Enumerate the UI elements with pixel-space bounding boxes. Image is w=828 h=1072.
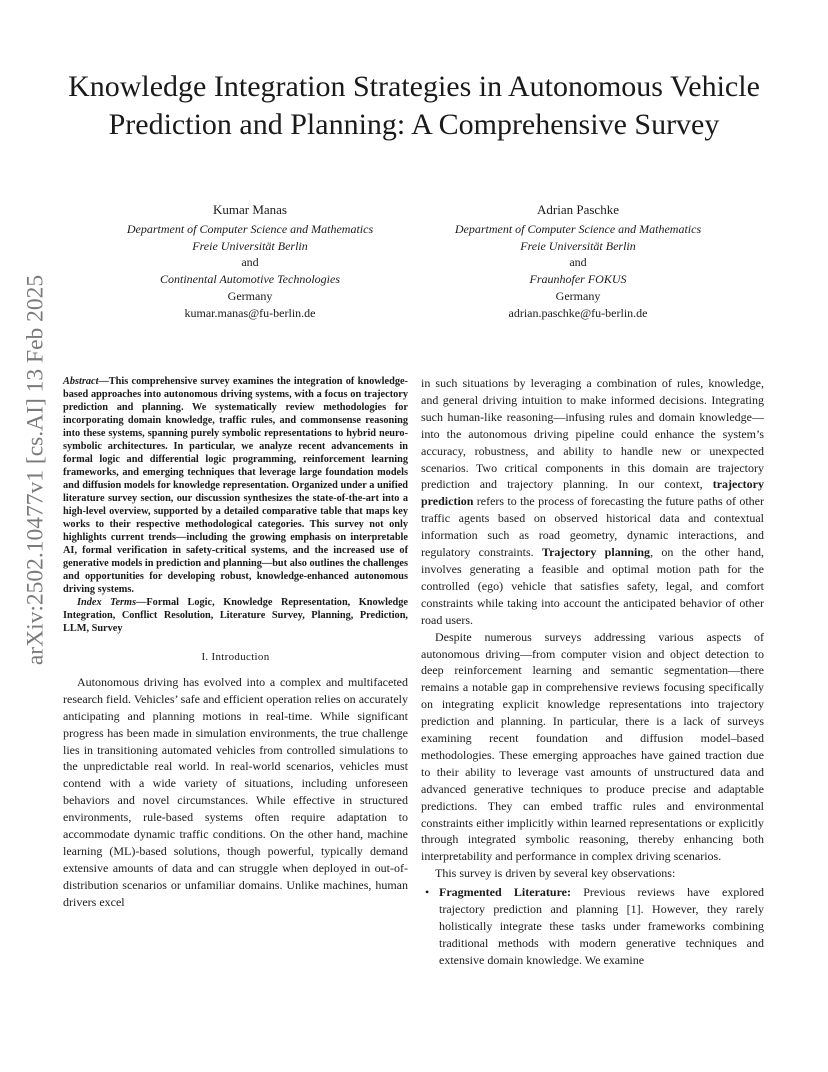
- author-department: Department of Computer Science and Mathematics: [454, 221, 702, 236]
- para-text: in such situations by leveraging a combination of rules, knowledge, and general driving intuition to make informed decisions. Integrating such human-like reasoning—infusing rules and domain knowledge—into the autonomous driving pipeline could enhance the system’s accuracy, robustness, and ability to handle new or unexpected scenarios. Two critical components in this domain are trajectory prediction and trajectory planning. In our context,: [421, 376, 764, 492]
- paper-title: Knowledge Integration Strategies in Autonomous Vehicle Prediction and Planning: A Comprehensive Survey: [68, 70, 760, 141]
- author-and: and: [241, 255, 259, 270]
- author-email: adrian.paschke@fu-berlin.de: [508, 305, 648, 320]
- list-item: [425, 884, 764, 969]
- author-name: Kumar Manas: [212, 202, 287, 217]
- author-email: kumar.manas@fu-berlin.de: [184, 305, 316, 320]
- observation-text: Previous reviews have explored trajectory prediction and planning [1]. However, they rarely holistically integrate these tasks under frameworks combining traditional methods with modern generative techniques and extensive domain knowledge. We examine: [439, 885, 764, 967]
- section-heading-introduction: I. Introduction: [201, 651, 270, 663]
- author-and: and: [569, 255, 587, 270]
- author-country: Germany: [227, 288, 273, 303]
- left-column: [63, 375, 408, 911]
- term-trajectory-prediction: trajectory prediction: [421, 477, 764, 509]
- author-institution-2: Fraunhofer FOKUS: [529, 272, 627, 287]
- author-country: Germany: [555, 288, 601, 303]
- abstract-lead: Abstract: [63, 376, 99, 387]
- observation-term: Fragmented Literature:: [439, 885, 571, 900]
- index-terms-text: —Formal Logic, Knowledge Representation, Knowledge Integration, Conflict Resolution, Literature Survey, Planning, Prediction, LLM, Survey: [63, 597, 408, 634]
- intro-paragraph: Autonomous driving has evolved into a complex and multifaceted research field. Vehicles’ safe and efficient operation relies on accurately anticipating and planning motions in real-time. While significant progress has been made in simulation environments, the true challenge lies in transitioning automated vehicles from controlled simulations to the unpredictable real world. In real-world scenarios, vehicles must contend with a wide variety of situations, including unforeseen behaviors and novel circumstances. While effective in structured environments, rule-based systems often require adaptation to accommodate dynamic traffic conditions. On the other hand, machine learning (ML)-based solutions, though powerful, typically demand extensive amounts of data and can struggle when deployed in out-of-distribution scenarios or unfamiliar domains. Unlike machines, human drivers excel: [63, 674, 408, 909]
- body-paragraph-3: This survey is driven by several key observations:: [435, 866, 676, 881]
- abstract-text: —This comprehensive survey examines the integration of knowledge-based approaches into autonomous driving systems, with a focus on trajectory prediction and planning. We systematically review methodologies for incorporating domain knowledge, traffic rules, and commonsense reasoning into these systems, spanning purely symbolic representations to hybrid neuro-symbolic architectures. In particular, we analyze recent advancements in formal logic and differential logic programming, reinforcement learning frameworks, and emerging techniques that leverage large foundation models and diffusion models for knowledge representation. Organized under a unified literature survey section, our discussion synthesizes the state-of-the-art into a high-level overview, supported by a detailed comparative table that maps key works to their respective methodological categories. This survey not only highlights current trends—including the growing emphasis on interpretable AI, formal verification in safety-critical systems, and the increased use of generative models in prediction and planning—but also outlines the challenges and opportunities for developing robust, knowledge-enhanced autonomous driving systems.: [63, 376, 408, 595]
- index-terms-lead: Index Terms: [77, 597, 137, 608]
- author-institution-2: Continental Automotive Technologies: [160, 272, 340, 287]
- para-text: , on the other hand, involves generating a feasible and optimal motion path for the controlled (ego) vehicle that satisfies safety, legal, and comfort constraints while taking into account the anticipated behavior of other road users.: [421, 545, 764, 627]
- author-block-2: [413, 202, 743, 322]
- observations-list: [421, 884, 764, 969]
- index-terms: [63, 596, 408, 635]
- bullet: •: [425, 885, 430, 900]
- term-trajectory-planning: Trajectory planning: [541, 545, 651, 560]
- arxiv-identifier: arXiv:2502.10477v1 [cs.AI] 13 Feb 2025: [22, 274, 49, 666]
- body-paragraph-1: [421, 375, 764, 629]
- para-text: refers to the process of forecasting the future paths of other traffic agents based on observed historical data and contextual information such as road geometry, dynamic interactions, and regulatory constraints.: [421, 494, 764, 560]
- abstract: [63, 375, 408, 596]
- author-institution: Freie Universität Berlin: [192, 238, 308, 253]
- body-paragraph-2: Despite numerous surveys addressing various aspects of autonomous driving—from computer vision and object detection to deep reinforcement learning and semantic segmentation—there remains a notable gap in comprehensive reviews focusing specifically on integrating explicit knowledge representations into trajectory prediction and planning. In particular, there is a lack of surveys examining recent foundation and diffusion model–based methodologies. These emerging approaches have gained traction due to their ability to leverage vast amounts of unstructured data and advanced generative techniques to produce precise and adaptable predictions. They can embed traffic rules and environmental constraints either implicitly within learned representations or explicitly through integrated symbolic reasoning, thereby enhancing both interpretability and performance in complex driving scenarios.: [421, 629, 764, 864]
- author-institution: Freie Universität Berlin: [520, 238, 636, 253]
- author-department: Department of Computer Science and Mathematics: [126, 221, 374, 236]
- author-block-1: [85, 202, 415, 322]
- arxiv-identifier-sidebar: [0, 0, 60, 1072]
- right-column: [421, 375, 764, 969]
- author-name: Adrian Paschke: [537, 202, 619, 217]
